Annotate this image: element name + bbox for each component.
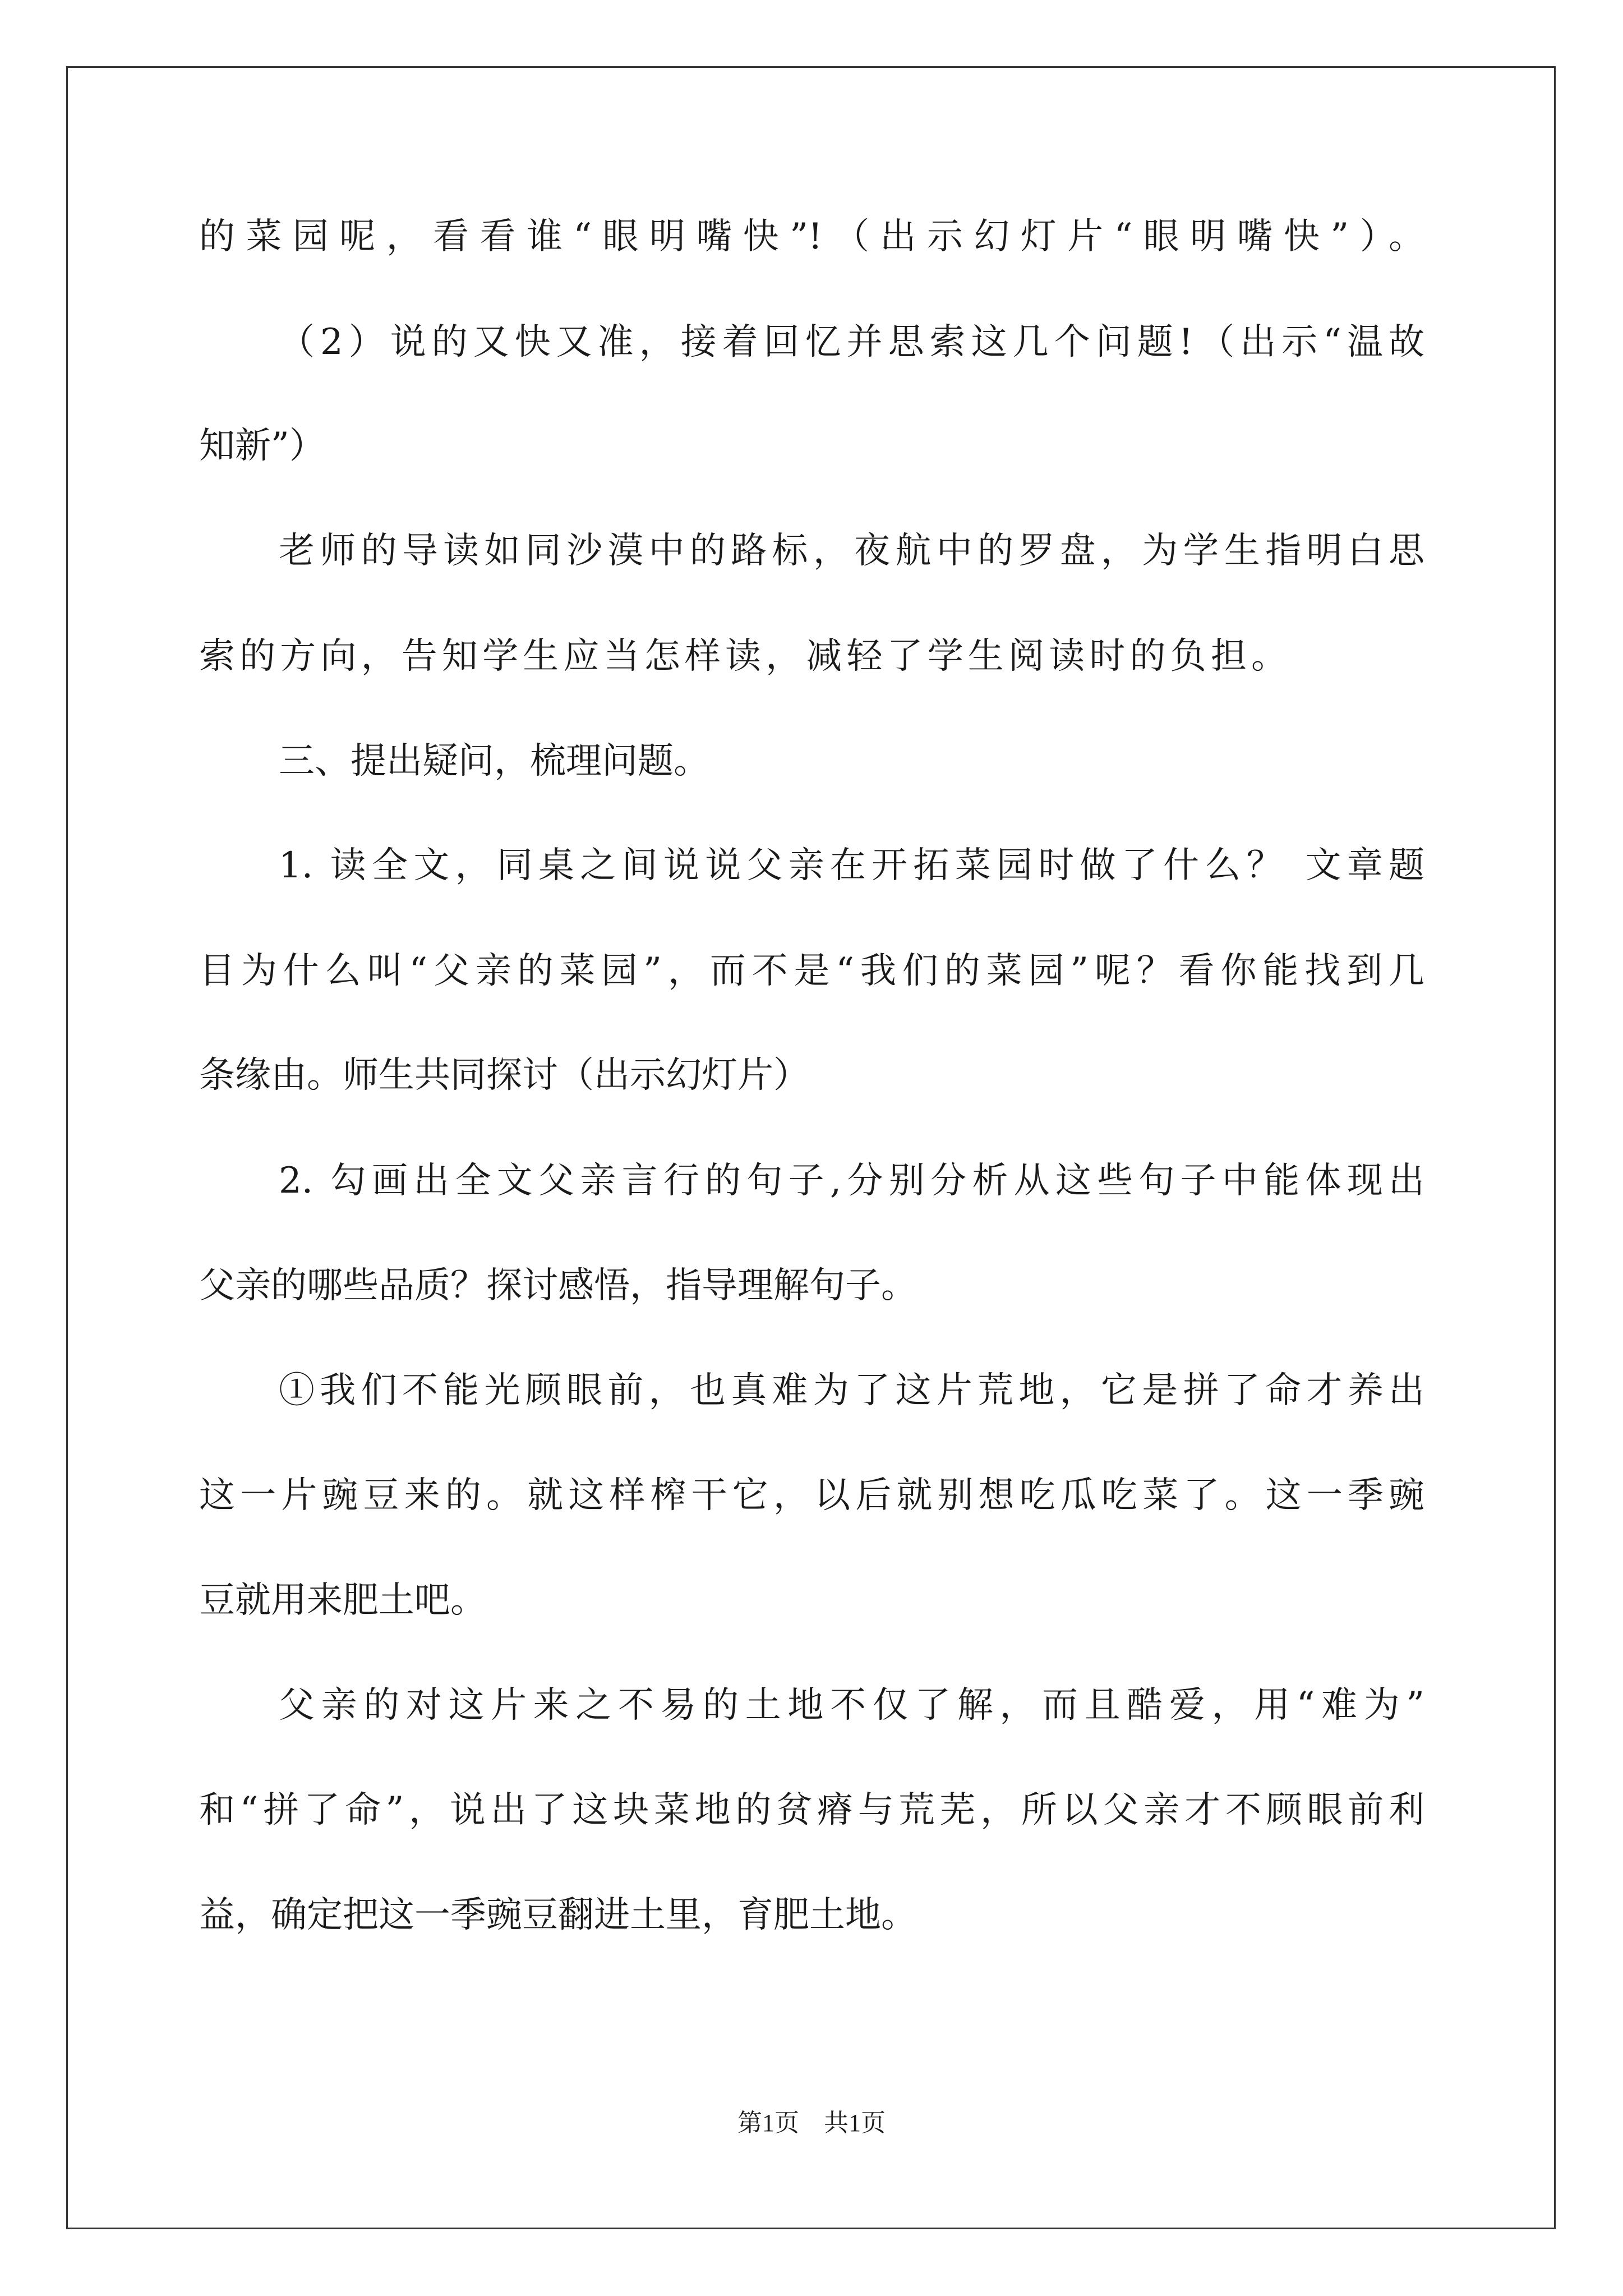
text-line: 的菜园呢，看看谁“眼明嘴快”!（出示幻灯片“眼明嘴快”）。	[199, 216, 1424, 257]
page-footer: 第1页 共1页	[737, 2109, 886, 2137]
text-line: 索的方向，告知学生应当怎样读，减轻了学生阅读时的负担。	[199, 636, 1287, 677]
text-line: 目为什么叫“父亲的菜园”，而不是“我们的菜园”呢？看你能找到几	[199, 950, 1424, 992]
text-line: 1. 读全文，同桌之间说说父亲在开拓菜园时做了什么？ 文章题	[279, 845, 1424, 886]
text-line: 益，确定把这一季豌豆翻进土里，育肥土地。	[199, 1894, 917, 1936]
text-line: 和“拼了命”，说出了这块菜地的贫瘠与荒芜，所以父亲才不顾眼前利	[199, 1789, 1424, 1831]
section-heading: 三、提出疑问，梳理问题。	[279, 740, 709, 782]
text-line: 老师的导读如同沙漠中的路标，夜航中的罗盘，为学生指明白思	[279, 530, 1424, 572]
text-line: 父亲的哪些品质？探讨感悟，指导理解句子。	[199, 1265, 917, 1306]
text-line: （2）说的又快又准，接着回忆并思索这几个问题!（出示“温故	[279, 321, 1424, 363]
text-line: 父亲的对这片来之不易的土地不仅了解，而且酷爱，用“难为”	[279, 1685, 1424, 1726]
text-line: 这一片豌豆来的。就这样榨干它，以后就别想吃瓜吃菜了。这一季豌	[199, 1475, 1424, 1516]
text-line: 2. 勾画出全文父亲言行的句子,分别分析从这些句子中能体现出	[279, 1160, 1424, 1202]
text-line: 知新”）	[199, 425, 325, 467]
text-line: ①我们不能光顾眼前，也真难为了这片荒地，它是拼了命才养出	[279, 1370, 1424, 1411]
text-line: 豆就用来肥土吧。	[199, 1580, 486, 1621]
text-line: 条缘由。师生共同探讨（出示幻灯片）	[199, 1055, 809, 1096]
